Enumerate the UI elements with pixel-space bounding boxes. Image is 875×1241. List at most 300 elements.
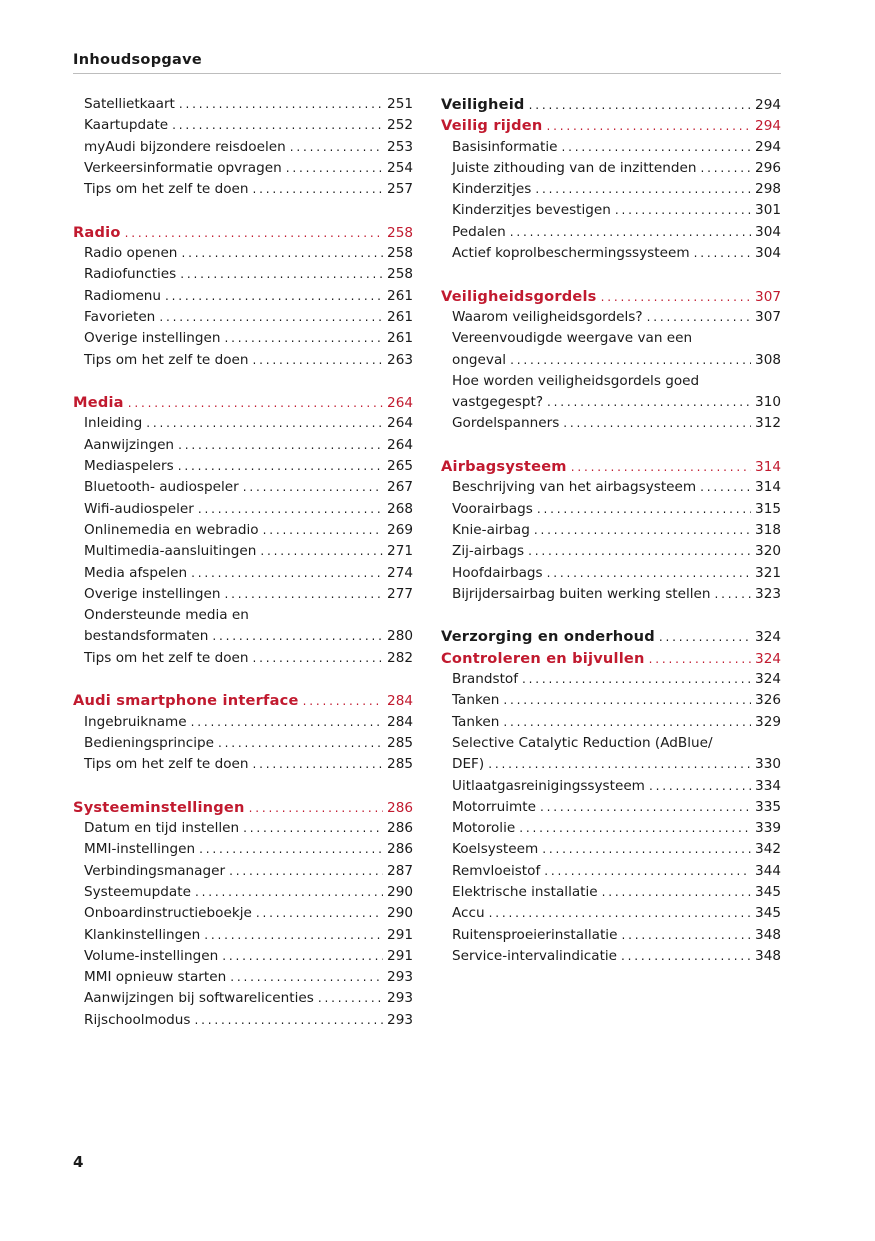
toc-entry-title: Zij-airbags [452, 543, 525, 560]
toc-page-number: 293 [387, 969, 413, 986]
toc-entry-title: Media afspelen [84, 564, 188, 581]
toc-page-number: 308 [755, 351, 781, 368]
toc-entry-title: Datum en tijd instellen [84, 820, 240, 837]
toc-entry-title: Ingebruikname [84, 713, 187, 730]
toc-entry[interactable] [73, 243, 413, 264]
toc-page-number: 310 [755, 394, 781, 411]
dot-leader [303, 691, 383, 712]
toc-entry-title: Gordelspanners [452, 415, 560, 432]
toc-section[interactable] [73, 392, 413, 413]
toc-entry-title: Radio openen [84, 245, 178, 262]
toc-page-number: 330 [755, 756, 781, 773]
toc-page-number: 307 [755, 308, 781, 325]
dot-leader [615, 200, 751, 221]
toc-section[interactable] [441, 456, 781, 477]
toc-entry-title: Juiste zithouding van de inzittenden [452, 159, 697, 176]
dot-leader [256, 903, 383, 924]
toc-entry[interactable] [73, 413, 413, 434]
toc-entry-title: Waarom veiligheidsgordels? [452, 308, 643, 325]
toc-entry-title: MMI opnieuw starten [84, 969, 227, 986]
toc-page-number: 320 [755, 543, 781, 560]
toc-entry[interactable] [441, 712, 781, 733]
dot-leader [519, 818, 751, 839]
toc-page-number: 312 [755, 415, 781, 432]
toc-page-number: 268 [387, 500, 413, 517]
toc-entry[interactable] [441, 307, 781, 328]
toc-entry-title: Tips om het zelf te doen [84, 351, 249, 368]
toc-entry-title: Actief koprolbeschermingssysteem [452, 245, 690, 262]
dot-leader [253, 179, 384, 200]
toc-entry-title: Radio [73, 223, 121, 241]
toc-entry[interactable] [441, 882, 781, 903]
toc-entry-title: Klankinstellingen [84, 926, 201, 943]
page-header [73, 51, 781, 74]
toc-page-number: 342 [755, 841, 781, 858]
dot-leader [159, 307, 383, 328]
toc-page-number: 277 [387, 585, 413, 602]
toc-entry-title: Motorruimte [452, 798, 536, 815]
toc-entry-title: Wifi-audiospeler [84, 500, 194, 517]
toc-entry[interactable] [441, 350, 781, 371]
toc-entry[interactable] [441, 179, 781, 200]
toc-page-number: 304 [755, 245, 781, 262]
toc-page-number: 257 [387, 181, 413, 198]
toc-page-number: 329 [755, 713, 781, 730]
toc-entry-title: Inleiding [84, 415, 143, 432]
toc-entry[interactable] [73, 605, 413, 626]
toc-section[interactable] [441, 94, 781, 115]
toc-entry-title: Systeeminstellingen [73, 798, 245, 816]
toc-page-number: 291 [387, 947, 413, 964]
toc-entry-title: Airbagsysteem [441, 458, 567, 476]
toc-entry-title: Radiomenu [84, 287, 162, 304]
toc-entry-title: Verkeersinformatie opvragen [84, 159, 282, 176]
toc-entry[interactable] [73, 499, 413, 520]
dot-leader [544, 861, 751, 882]
dot-leader [563, 413, 751, 434]
toc-entry[interactable] [441, 818, 781, 839]
toc-entry-title: Tips om het zelf te doen [84, 756, 249, 773]
dot-leader [503, 712, 751, 733]
toc-entry-title: Koelsysteem [452, 841, 539, 858]
toc-section[interactable] [73, 690, 413, 711]
toc-entry[interactable] [73, 477, 413, 498]
toc-entry[interactable] [73, 648, 413, 669]
toc-entry-title: Veiligheidsgordels [441, 287, 597, 305]
toc-entry[interactable] [73, 456, 413, 477]
toc-page-number: 252 [387, 117, 413, 134]
dot-leader [621, 925, 751, 946]
toc-entry-title: Controleren en bijvullen [441, 649, 645, 667]
dot-leader [510, 222, 751, 243]
toc-entry[interactable] [441, 200, 781, 221]
toc-entry[interactable] [73, 946, 413, 967]
dot-leader [290, 137, 383, 158]
toc-page-number: 323 [755, 585, 781, 602]
toc-page-number: 264 [387, 395, 413, 412]
toc-section[interactable] [73, 797, 413, 818]
toc-page-number: 315 [755, 500, 781, 517]
toc-entry-title: MMI-instellingen [84, 841, 196, 858]
toc-entry-title: Tanken [452, 713, 500, 730]
toc-page-number: 264 [387, 415, 413, 432]
toc-column-left [73, 94, 413, 1031]
toc-entry[interactable] [73, 520, 413, 541]
toc-entry[interactable] [73, 137, 413, 158]
toc-page-number: 293 [387, 1011, 413, 1028]
toc-entry[interactable] [73, 967, 413, 988]
dot-leader [178, 456, 383, 477]
toc-entry-title: Accu [452, 905, 485, 922]
toc-entry[interactable] [73, 882, 413, 903]
toc-page-number: 344 [755, 862, 781, 879]
dot-leader [535, 179, 751, 200]
toc-page-number: 348 [755, 926, 781, 943]
toc-entry-title: Remvloeistof [452, 862, 541, 879]
dot-leader [146, 413, 383, 434]
toc-page-number: 258 [387, 245, 413, 262]
toc-page-number: 285 [387, 734, 413, 751]
dot-leader [534, 520, 751, 541]
toc-entry-title: Onboardinstructieboekje [84, 905, 252, 922]
toc-page-number: 321 [755, 564, 781, 581]
toc-page-number: 326 [755, 692, 781, 709]
toc-entry[interactable] [441, 137, 781, 158]
toc-section[interactable] [441, 648, 781, 669]
toc-entry[interactable] [73, 712, 413, 733]
toc-entry-title: Hoe worden veiligheidsgordels goed [452, 372, 700, 389]
toc-entry[interactable] [73, 435, 413, 456]
toc-page-number: 294 [755, 138, 781, 155]
toc-page-number: 267 [387, 479, 413, 496]
toc-entry[interactable] [441, 669, 781, 690]
dot-leader [529, 95, 751, 116]
dot-leader [571, 457, 751, 478]
toc-entry[interactable] [73, 115, 413, 136]
toc-entry-title: Pedalen [452, 223, 506, 240]
dot-leader [249, 798, 383, 819]
toc-page-number: 271 [387, 543, 413, 560]
toc-page-number: 296 [755, 159, 781, 176]
toc-page-number: 253 [387, 138, 413, 155]
toc-entry[interactable] [441, 371, 781, 392]
toc-page-number: 324 [755, 650, 781, 667]
toc-entry[interactable] [441, 797, 781, 818]
toc-entry[interactable] [73, 286, 413, 307]
dot-leader [253, 648, 384, 669]
toc-page-number: 290 [387, 905, 413, 922]
dot-leader [647, 307, 751, 328]
toc-page-number: 301 [755, 202, 781, 219]
toc-section[interactable] [441, 626, 781, 647]
dot-leader [700, 477, 751, 498]
toc-entry-title: Motorolie [452, 820, 516, 837]
toc-entry-title: Satellietkaart [84, 96, 175, 112]
toc-entry-title: Tips om het zelf te doen [84, 181, 249, 198]
toc-page-number: 254 [387, 159, 413, 176]
toc-page-number: 339 [755, 820, 781, 837]
toc-entry-title: Audi smartphone interface [73, 692, 299, 710]
toc-page-number: 261 [387, 308, 413, 325]
toc-entry-title: Volume-instellingen [84, 947, 219, 964]
toc-page-number: 286 [387, 799, 413, 816]
toc-page-number: 298 [755, 181, 781, 198]
toc-entry[interactable] [73, 839, 413, 860]
dot-leader [649, 776, 751, 797]
toc-page-number: 282 [387, 649, 413, 666]
toc-entry[interactable] [73, 925, 413, 946]
dot-leader [503, 690, 751, 711]
toc-column-right [441, 94, 781, 967]
toc-entry-title: Bedieningsprincipe [84, 734, 215, 751]
toc-page-number: 294 [755, 97, 781, 113]
dot-leader [230, 967, 383, 988]
toc-entry-title: Voorairbags [452, 500, 533, 517]
toc-entry-title: Mediaspelers [84, 458, 174, 475]
dot-leader [179, 94, 383, 115]
toc-page-number: 286 [387, 820, 413, 837]
toc-entry-title: Veiligheid [441, 96, 525, 113]
toc-entry-title: Hoofdairbags [452, 564, 543, 581]
toc-page-number: 287 [387, 862, 413, 879]
dot-leader [263, 520, 383, 541]
toc-entry[interactable] [73, 264, 413, 285]
toc-page-number: 286 [387, 841, 413, 858]
toc-entry-title: Kaartupdate [84, 117, 169, 134]
dot-leader [260, 541, 383, 562]
toc-page-number: 345 [755, 905, 781, 922]
toc-entry[interactable] [73, 179, 413, 200]
toc-entry-title: Bluetooth- audiospeler [84, 479, 239, 496]
toc-entry-title: Tips om het zelf te doen [84, 649, 249, 666]
toc-entry-title: vastgegespt? [452, 394, 544, 411]
toc-entry-title: Vereenvoudigde weergave van een [452, 330, 693, 347]
toc-entry-title: Overige instellingen [84, 585, 221, 602]
toc-entry[interactable] [441, 520, 781, 541]
dot-leader [243, 818, 383, 839]
toc-entry-title: Media [73, 394, 124, 412]
toc-section[interactable] [73, 222, 413, 243]
toc-page-number: 269 [387, 521, 413, 538]
dot-leader [229, 861, 383, 882]
toc-entry[interactable] [73, 307, 413, 328]
toc-entry[interactable] [73, 626, 413, 647]
toc-entry[interactable] [73, 754, 413, 775]
toc-page-number: 285 [387, 756, 413, 773]
dot-leader [195, 882, 383, 903]
dot-leader [700, 158, 751, 179]
dot-leader [253, 350, 384, 371]
toc-entry-title: ongeval [452, 351, 507, 368]
toc-page-number: 324 [755, 671, 781, 688]
toc-entry[interactable] [441, 584, 781, 605]
toc-entry[interactable] [73, 733, 413, 754]
toc-entry[interactable] [441, 499, 781, 520]
toc-section[interactable] [441, 286, 781, 307]
toc-section[interactable] [441, 115, 781, 136]
toc-entry-title: Brandstof [452, 671, 519, 688]
dot-leader [191, 712, 383, 733]
page-title: Inhoudsopgave [73, 52, 203, 68]
dot-leader [542, 839, 751, 860]
toc-entry[interactable] [441, 733, 781, 754]
toc-entry[interactable] [73, 94, 413, 115]
toc-entry-title: Ondersteunde media en [84, 607, 249, 624]
toc-entry[interactable] [441, 477, 781, 498]
toc-entry[interactable] [441, 328, 781, 349]
toc-entry[interactable] [441, 839, 781, 860]
dot-leader [488, 754, 751, 775]
dot-leader [547, 563, 751, 584]
toc-entry[interactable] [441, 903, 781, 924]
toc-entry[interactable] [441, 563, 781, 584]
toc-entry[interactable] [441, 413, 781, 434]
toc-page-number: 290 [387, 883, 413, 900]
toc-entry-title: myAudi bijzondere reisdoelen [84, 138, 286, 155]
toc-entry-title: Verbindingsmanager [84, 862, 226, 879]
toc-page-number: 318 [755, 521, 781, 538]
toc-entry-title: Service-intervalindicatie [452, 947, 618, 964]
toc-page-number: 251 [387, 96, 413, 112]
toc-entry-title: Favorieten [84, 308, 156, 325]
dot-leader [537, 499, 751, 520]
toc-entry[interactable] [441, 158, 781, 179]
dot-leader [222, 946, 383, 967]
dot-leader [181, 243, 383, 264]
toc-page-number: 314 [755, 479, 781, 496]
toc-entry-title: Overige instellingen [84, 330, 221, 347]
toc-entry-title: Aanwijzingen [84, 436, 175, 453]
dot-leader [125, 223, 383, 244]
toc-page-number: 264 [387, 436, 413, 453]
toc-entry[interactable] [441, 946, 781, 967]
toc-page-number: 274 [387, 564, 413, 581]
toc-entry[interactable] [441, 222, 781, 243]
toc-entry-title: Veilig rijden [441, 117, 543, 135]
toc-page-number: 258 [387, 224, 413, 241]
toc-entry-title: Verzorging en onderhoud [441, 628, 655, 646]
toc-page-number: 261 [387, 330, 413, 347]
toc-page-number: 307 [755, 288, 781, 305]
toc-entry[interactable] [73, 563, 413, 584]
dot-leader [178, 435, 383, 456]
toc-entry[interactable] [441, 861, 781, 882]
toc-entry[interactable] [441, 776, 781, 797]
toc-page-number: 291 [387, 926, 413, 943]
dot-leader [621, 946, 751, 967]
dot-leader [528, 541, 751, 562]
toc-entry[interactable] [73, 818, 413, 839]
toc-entry[interactable] [441, 690, 781, 711]
dot-leader [715, 584, 752, 605]
dot-leader [204, 925, 383, 946]
page-number: 4 [73, 1153, 84, 1171]
dot-leader [546, 116, 751, 137]
toc-entry[interactable] [73, 903, 413, 924]
toc-entry[interactable] [73, 584, 413, 605]
dot-leader [540, 797, 751, 818]
toc-entry[interactable] [73, 1010, 413, 1031]
toc-entry-title: DEF) [452, 756, 485, 773]
dot-leader [601, 287, 751, 308]
toc-page-number: 263 [387, 351, 413, 368]
toc-entry[interactable] [73, 328, 413, 349]
toc-entry-title: Knie-airbag [452, 521, 530, 538]
toc-page-number: 324 [755, 629, 781, 646]
dot-leader [225, 584, 384, 605]
toc-entry[interactable] [441, 392, 781, 413]
dot-leader [561, 137, 751, 158]
toc-page-number: 293 [387, 990, 413, 1007]
dot-leader [253, 754, 384, 775]
dot-leader [243, 477, 383, 498]
dot-leader [180, 264, 383, 285]
toc-page-number: 345 [755, 883, 781, 900]
toc-page-number: 335 [755, 798, 781, 815]
toc-entry-title: Selective Catalytic Reduction (AdBlue/ [452, 734, 713, 751]
toc-entry[interactable] [441, 754, 781, 775]
toc-entry[interactable] [441, 541, 781, 562]
toc-entry[interactable] [441, 925, 781, 946]
dot-leader [659, 627, 751, 648]
toc-entry-title: Multimedia-aansluitingen [84, 543, 257, 560]
dot-leader [694, 243, 751, 264]
dot-leader [649, 649, 751, 670]
toc-entry[interactable] [73, 350, 413, 371]
toc-entry[interactable] [73, 158, 413, 179]
toc-page-number: 348 [755, 947, 781, 964]
dot-leader [191, 563, 383, 584]
toc-entry-title: Onlinemedia en webradio [84, 521, 259, 538]
toc-entry-title: Beschrijving van het airbagsysteem [452, 479, 697, 496]
dot-leader [199, 839, 383, 860]
toc-entry-title: Basisinformatie [452, 138, 558, 155]
dot-leader [286, 158, 383, 179]
toc-entry-title: Aanwijzingen bij softwarelicenties [84, 990, 314, 1007]
toc-entry-title: Radiofuncties [84, 266, 177, 283]
toc-page-number: 304 [755, 223, 781, 240]
toc-page-number: 265 [387, 458, 413, 475]
toc-entry-title: Tanken [452, 692, 500, 709]
dot-leader [510, 350, 751, 371]
toc-entry-title: Elektrische installatie [452, 883, 598, 900]
toc-entry-title: Systeemupdate [84, 883, 191, 900]
toc-entry[interactable] [441, 243, 781, 264]
toc-entry-title: Ruitensproeierinstallatie [452, 926, 618, 943]
toc-entry-title: Bijrijdersairbag buiten werking stellen [452, 585, 711, 602]
dot-leader [218, 733, 383, 754]
dot-leader [318, 988, 383, 1009]
dot-leader [225, 328, 384, 349]
dot-leader [489, 903, 751, 924]
toc-entry-title: Kinderzitjes [452, 181, 532, 198]
dot-leader [198, 499, 383, 520]
toc-page-number: 284 [387, 693, 413, 710]
dot-leader [602, 882, 751, 903]
toc-page-number: 258 [387, 266, 413, 283]
toc-entry-title: Kinderzitjes bevestigen [452, 202, 611, 219]
toc-entry[interactable] [73, 861, 413, 882]
toc-entry[interactable] [73, 988, 413, 1009]
toc-entry-title: Uitlaatgasreinigingssysteem [452, 777, 645, 794]
toc-page-number: 294 [755, 118, 781, 135]
toc-page-number: 280 [387, 628, 413, 645]
dot-leader [165, 286, 383, 307]
dot-leader [547, 392, 751, 413]
toc-page-number: 334 [755, 777, 781, 794]
toc-page-number: 314 [755, 459, 781, 476]
toc-entry[interactable] [73, 541, 413, 562]
